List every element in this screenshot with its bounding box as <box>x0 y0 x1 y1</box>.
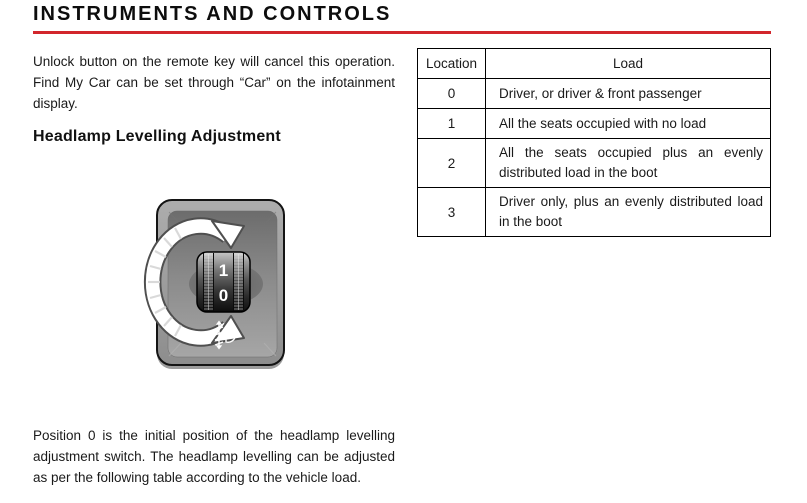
title-rule <box>33 31 771 34</box>
load-value: Driver, or driver & front passenger <box>486 79 771 109</box>
table-header-row <box>418 49 771 79</box>
headlamp-switch-illustration <box>142 194 292 372</box>
table-row <box>418 139 771 188</box>
load-value: All the seats occupied plus an evenly distributed load in the boot <box>486 139 771 188</box>
col-header-location: Location <box>418 49 486 79</box>
intro-paragraph: Unlock button on the remote key will cancel this operation. Find My Car can be set through “Car” on the infotainment display. <box>33 54 395 111</box>
table-row <box>418 188 771 237</box>
load-value: All the seats occupied with no load <box>486 109 771 139</box>
levelling-thumbwheel <box>197 252 250 312</box>
load-value: Driver only, plus an evenly distributed load in the boot <box>486 188 771 237</box>
col-header-load: Load <box>486 49 771 79</box>
section-heading: Headlamp Levelling Adjustment <box>33 128 281 145</box>
location-value: 0 <box>418 79 486 109</box>
load-table <box>417 48 771 237</box>
location-value: 3 <box>418 188 486 237</box>
table-row <box>418 79 771 109</box>
location-value: 2 <box>418 139 486 188</box>
wheel-label-0: 0 <box>218 286 229 305</box>
location-value: 1 <box>418 109 486 139</box>
table-row <box>418 109 771 139</box>
position-paragraph: Position 0 is the initial position of the headlamp levelling adjustment switch. The headlamp levelling can be adjusted as per the following table according to the vehicle load. <box>33 428 395 485</box>
wheel-label-1: 1 <box>218 261 229 280</box>
page-title: INSTRUMENTS AND CONTROLS <box>33 3 392 25</box>
